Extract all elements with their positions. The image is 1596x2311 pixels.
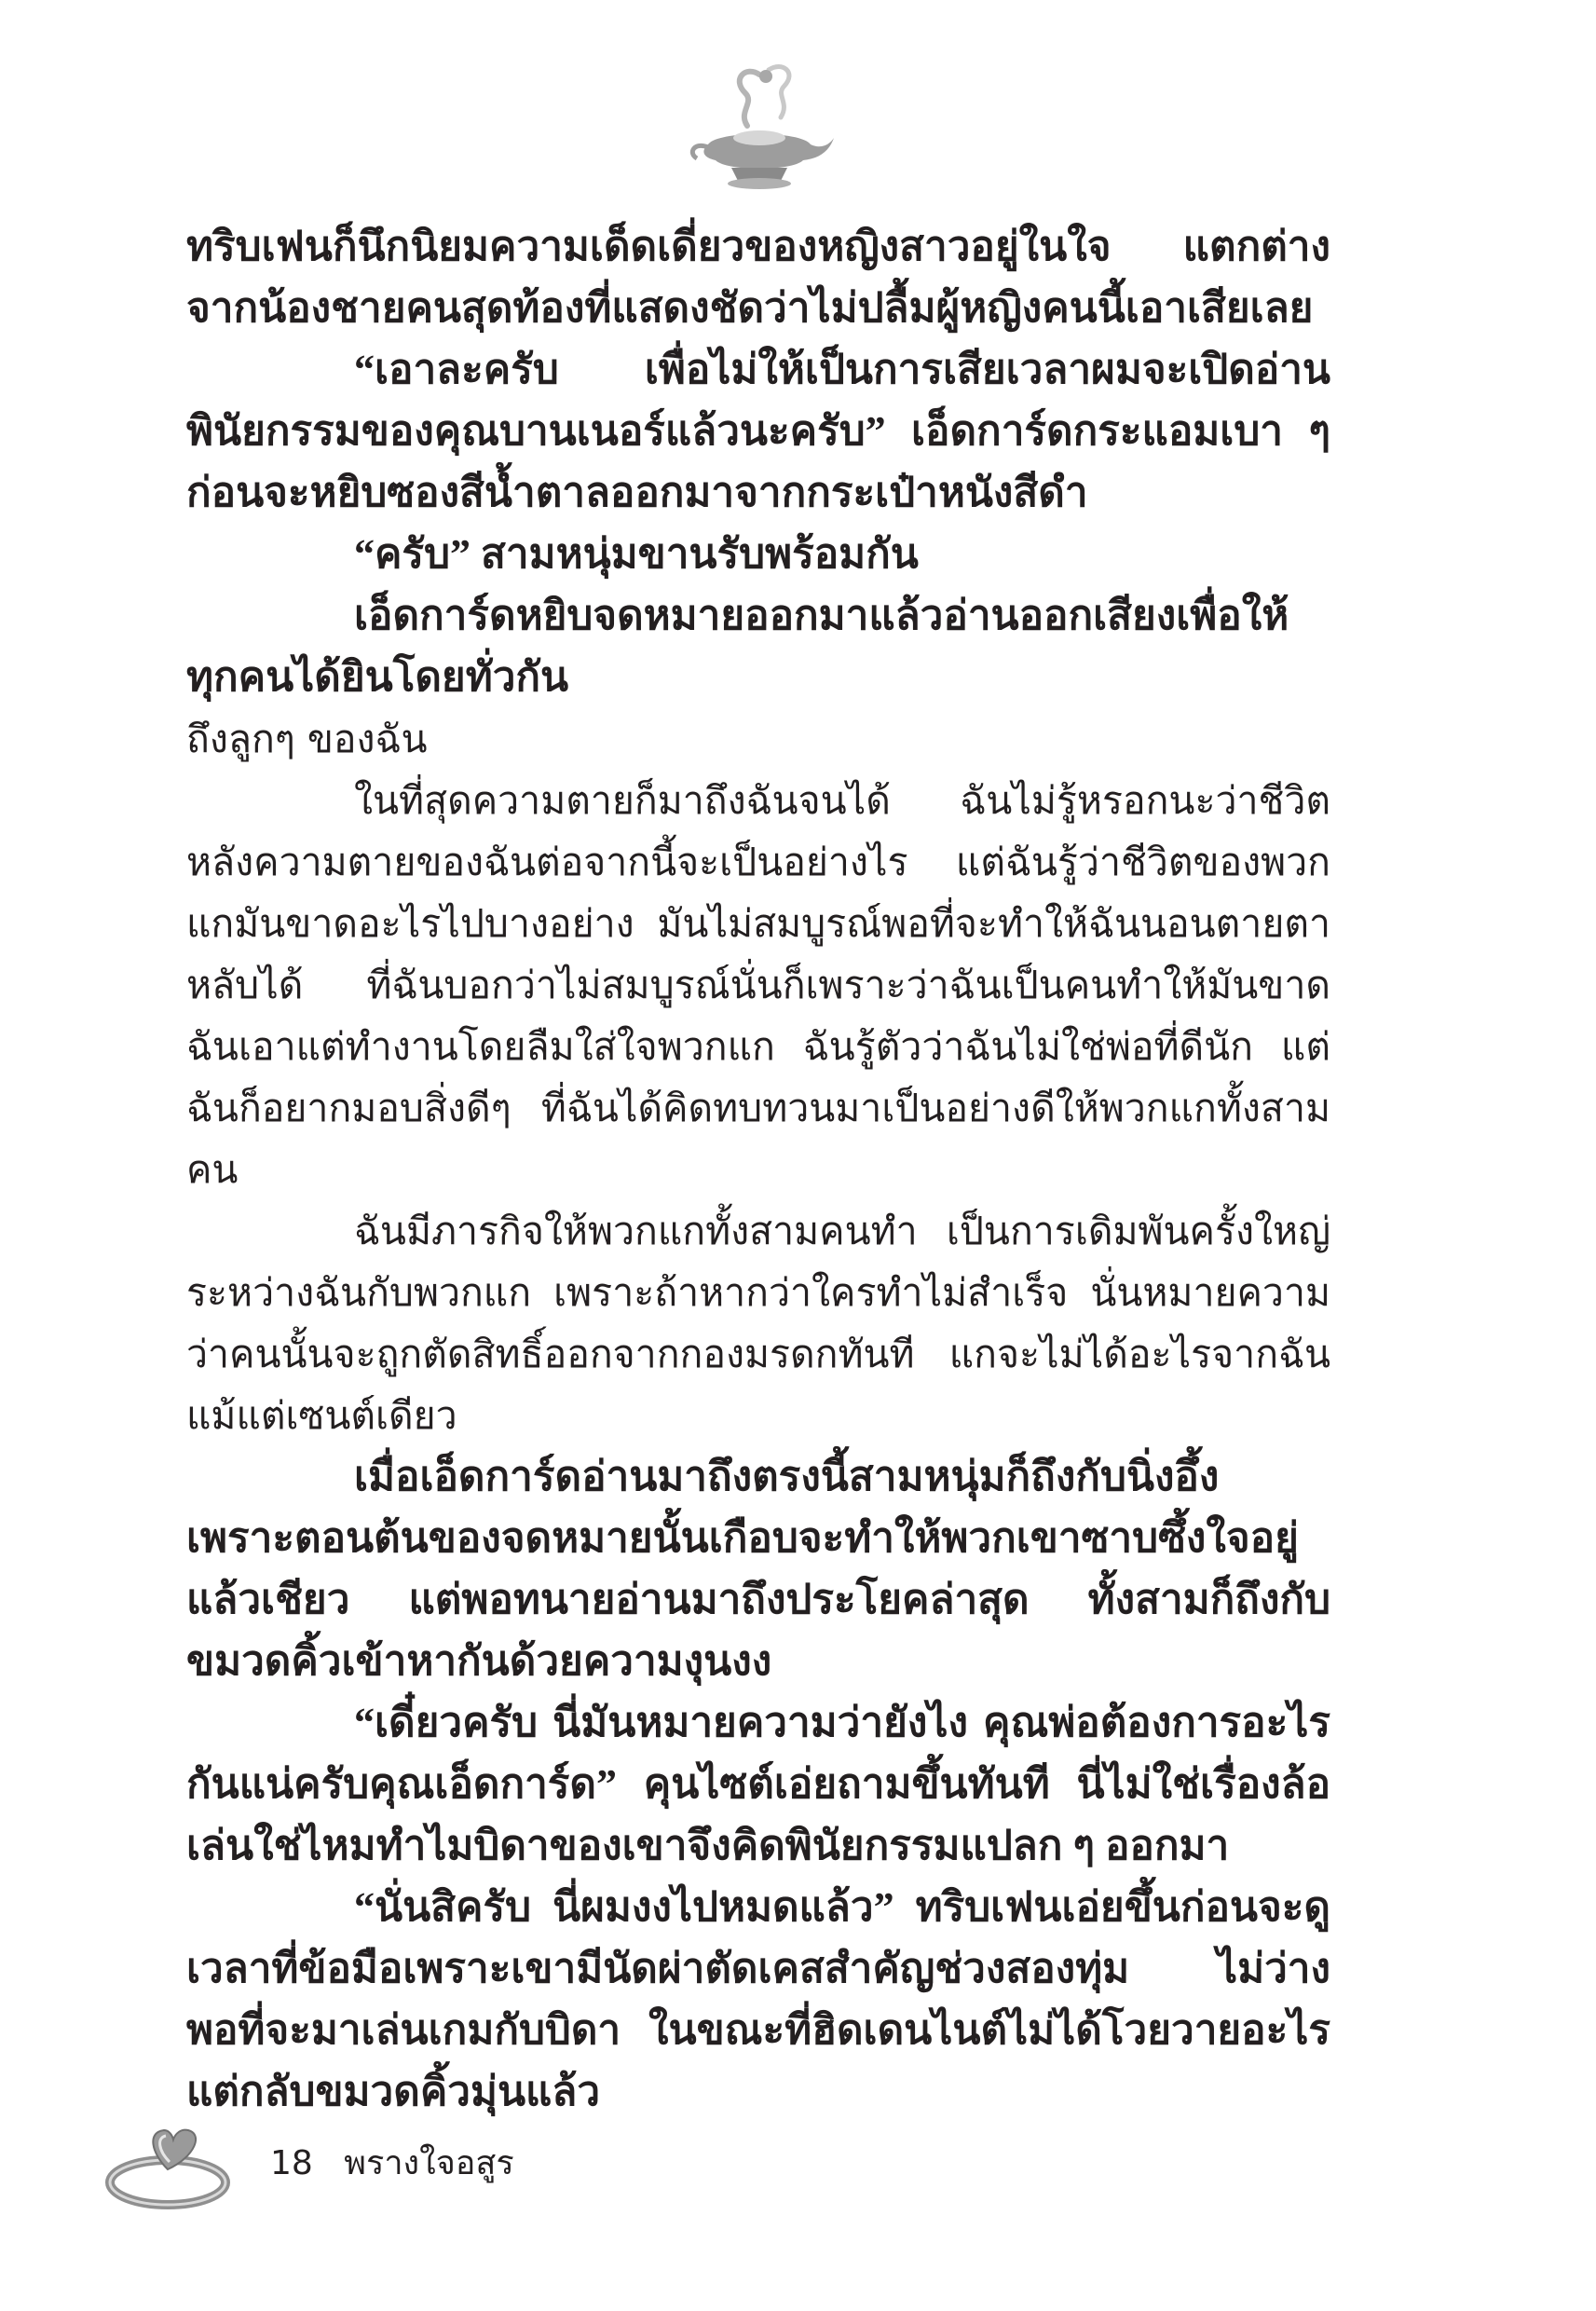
genie-lamp-icon (680, 56, 839, 196)
paragraph-7: “นั่นสิครับ นี่ผมงงไปหมดแล้ว” ทริบเฟนเอ่ยขึ้นก่อนจะดูเวลาที่ข้อมือเพราะเขามีนัดผ่าตัดเคสสำคัญช่วงสองทุ่ม ไม่ว่างพอที่จะมาเล่นเกมกับบิดา ในขณะที่ฮิดเดนไนต์ไม่ได้โวยวายอะไร แต่กลับขมวดคิ้วมุ่นแล้ว (186, 1884, 1330, 2114)
heart-ring-icon (102, 2115, 242, 2218)
paragraph-6: “เดี๋ยวครับ นี่มันหมายความว่ายังไง คุณพ่อต้องการอะไรกันแน่ครับคุณเอ็ดการ์ด” คุนไซต์เอ่ยถามขึ้นทันที นี่ไม่ใช่เรื่องล้อเล่นใช่ไหมทำไมบิดาของเขาจึงคิดพินัยกรรมแปลก ๆ ออกมา (186, 1700, 1330, 1868)
letter-paragraph-1: ในที่สุดความตายก็มาถึงฉันจนได้ ฉันไม่รู้หรอกนะว่าชีวิตหลังความตายของฉันต่อจากนี้จะเป็นอย่างไร แต่ฉันรู้ว่าชีวิตของพวกแกมันขาดอะไรไปบางอย่าง มันไม่สมบูรณ์พอที่จะทำให้ฉันนอนตายตาหลับได้ ที่ฉันบอกว่าไม่สมบูรณ์นั่นก็เพราะว่าฉันเป็นคนทำให้มันขาด ฉันเอาแต่ทำงานโดยลืมใส่ใจพวกแก ฉันรู้ตัวว่าฉันไม่ใช่พ่อที่ดีนัก แต่ฉันก็อยากมอบสิ่งดีๆ ที่ฉันได้คิดทบทวนมาเป็นอย่างดีให้พวกแกทั้งสามคน (186, 778, 1330, 1192)
letter-salutation: ถึงลูกๆ ของฉัน (186, 717, 428, 761)
paragraph-1: ทริบเฟนก็นึกนิยมความเด็ดเดี่ยวของหญิงสาวอยู่ในใจ แตกต่างจากน้องชายคนสุดท้องที่แสดงชัดว่าไม่ปลื้มผู้หญิงคนนี้เอาเสียเลย (186, 224, 1330, 331)
paragraph-2: “เอาละครับ เพื่อไม่ให้เป็นการเสียเวลาผมจะเปิดอ่านพินัยกรรมของคุณบานเนอร์แล้วนะครับ” เอ็ดการ์ดกระแอมเบา ๆ ก่อนจะหยิบซองสีน้ำตาลออกมาจากกระเป๋าหนังสีดำ (186, 347, 1330, 515)
page-footer (102, 2115, 568, 2218)
letter-paragraph-2: ฉันมีภารกิจให้พวกแกทั้งสามคนทำ เป็นการเดิมพันครั้งใหญ่ระหว่างฉันกับพวกแก เพราะถ้าหากว่าใครทำไม่สำเร็จ นั่นหมายความว่าคนนั้นจะถูกตัดสิทธิ์ออกจากกองมรดกทันที แกจะไม่ได้อะไรจากฉันแม้แต่เซนต์เดียว (186, 1209, 1330, 1438)
body-text (186, 216, 1330, 2123)
paragraph-3: “ครับ” สามหนุ่มขานรับพร้อมกัน (354, 531, 919, 577)
page-number: 18 (270, 2144, 313, 2182)
book-title: พรางใจอสูร (344, 2144, 514, 2182)
paragraph-5: เมื่อเอ็ดการ์ดอ่านมาถึงตรงนี้สามหนุ่มก็ถึงกับนิ่งอึ้ง เพราะตอนต้นของจดหมายนั้นเกือบจะทำให้พวกเขาซาบซึ้งใจอยู่แล้วเชียว แต่พอทนายอ่านมาถึงประโยคล่าสุด ทั้งสามก็ถึงกับขมวดคิ้วเข้าหากันด้วยความงุนงง (186, 1454, 1330, 1684)
paragraph-4: เอ็ดการ์ดหยิบจดหมายออกมาแล้วอ่านออกเสียงเพื่อให้ทุกคนได้ยินโดยทั่วกัน (186, 593, 1289, 700)
